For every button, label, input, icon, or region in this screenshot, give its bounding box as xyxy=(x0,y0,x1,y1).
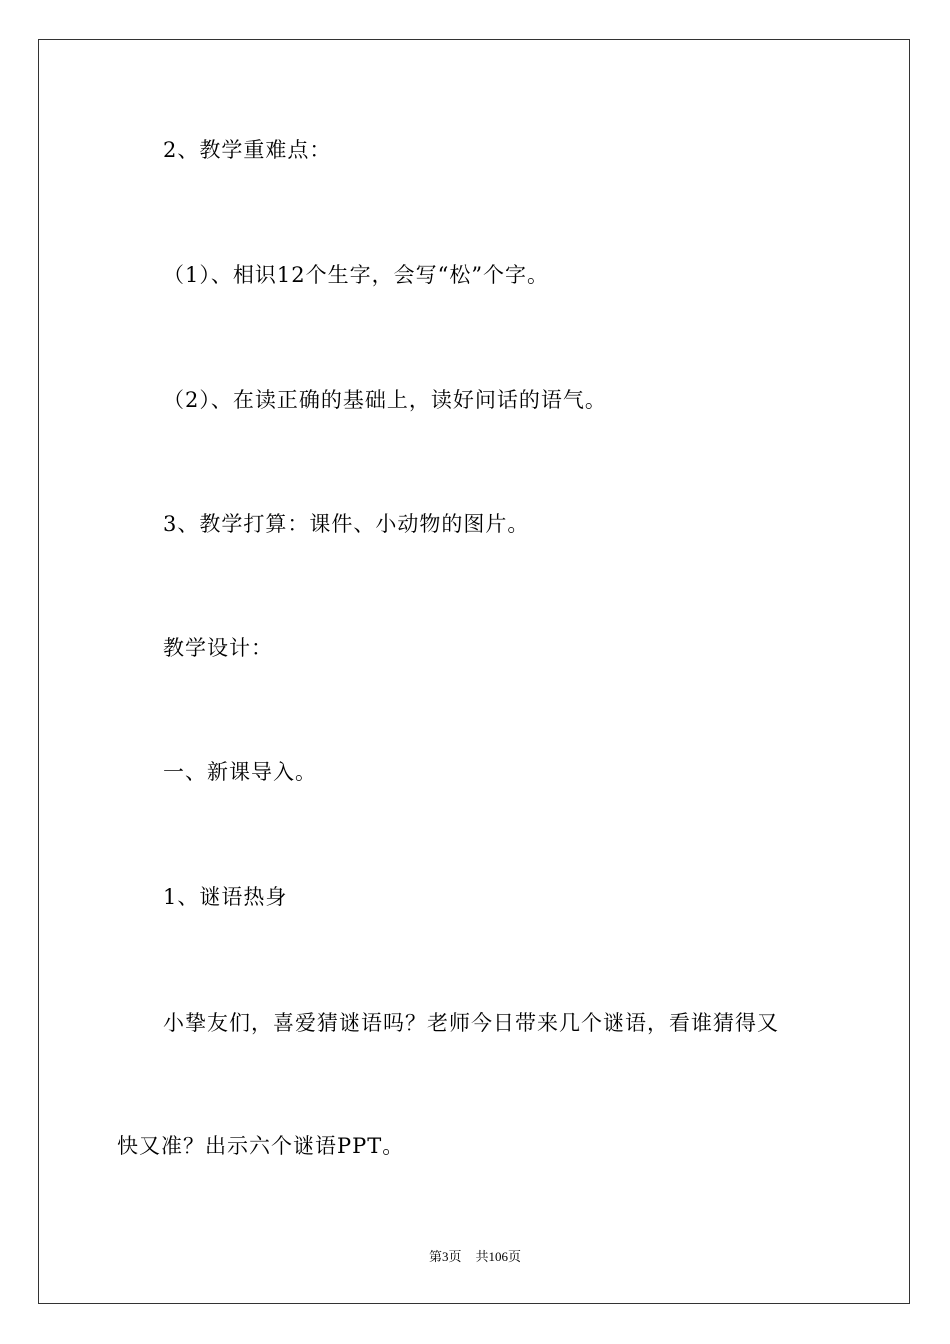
heading-teaching-design: 教学设计： xyxy=(163,636,273,660)
section-new-lesson-intro: 一、新课导入。 xyxy=(163,760,317,784)
heading-teaching-key-points: 2、教学重难点： xyxy=(163,138,332,162)
teaching-preparation: 3、教学打算：课件、小动物的图片。 xyxy=(163,512,530,536)
subsection-riddle-warmup: 1、谜语热身 xyxy=(163,885,288,909)
page-number: 第3页 xyxy=(428,1249,462,1264)
page-border xyxy=(38,39,910,1304)
body-paragraph-line-2: 快又准？出示六个谜语PPT。 xyxy=(117,1134,405,1158)
body-paragraph-line-1: 小挚友们，喜爱猜谜语吗？老师今日带来几个谜语，看谁猜得又 xyxy=(163,1011,779,1035)
key-point-2: （2）、在读正确的基础上，读好问话的语气。 xyxy=(163,388,607,412)
page-total: 共106页 xyxy=(475,1249,522,1264)
key-point-1: （1）、相识12个生字，会写“松”个字。 xyxy=(163,263,550,287)
page-footer xyxy=(0,1249,950,1265)
